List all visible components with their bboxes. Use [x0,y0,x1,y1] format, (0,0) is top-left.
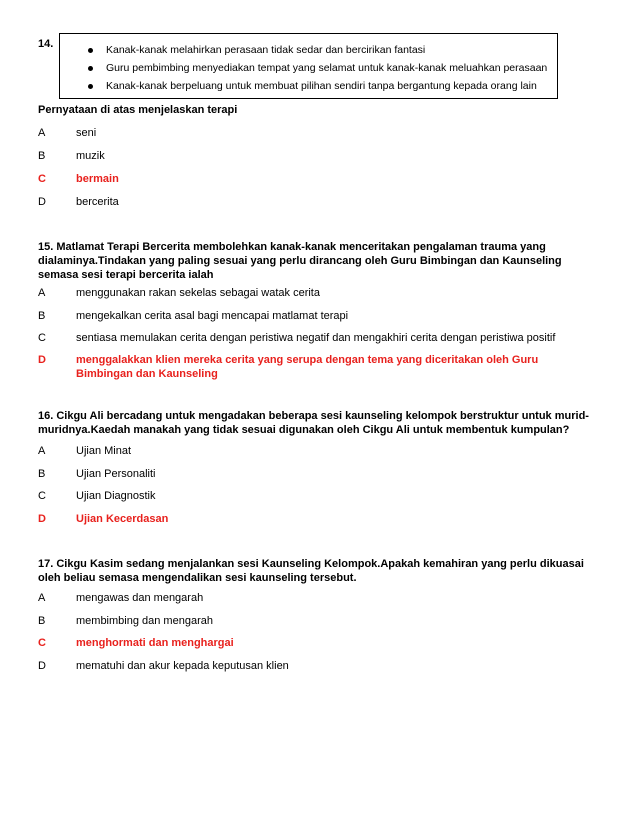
option-letter: D [38,513,46,525]
option-text: menggalakkan klien mereka cerita yang serupa dengan tema yang diceritakan oleh Guru Bimbingan dan Kaunseling [76,354,539,380]
statement-item: Kanak-kanak berpeluang untuk membuat pilihan sendiri tanpa bergantung kepada orang lain [88,77,547,95]
option-text: bermain [76,173,119,185]
bullet-icon [88,84,93,89]
option-text: menggunakan rakan sekelas sebagai watak cerita [76,287,320,299]
option-text: mengekalkan cerita asal bagi mencapai matlamat terapi [76,310,349,322]
option-letter: A [38,287,46,299]
option-letter: C [38,637,46,649]
option-text: sentiasa memulakan cerita dengan peristiwa negatif dan mengakhiri cerita dengan peristiwa positif [76,332,556,344]
bullet-icon [88,48,93,53]
option-text: Ujian Diagnostik [76,490,156,502]
statement-list [88,41,547,95]
option-letter: C [38,490,46,502]
bullet-icon [88,66,93,71]
option-text: mengawas dan mengarah [76,592,204,604]
option-text: membimbing dan mengarah [76,615,213,627]
question-17-stem: 17. Cikgu Kasim sedang menjalankan sesi Kaunseling Kelompok.Apakah kemahiran yang perlu dikuasai oleh beliau semasa mengendalikan sesi kaunseling tersebut. [38,558,584,584]
option-letter: B [38,310,46,322]
option-letter: D [38,196,46,208]
option-text: Ujian Minat [76,445,132,457]
option-text: seni [76,127,97,139]
option-letter: A [38,592,46,604]
option-letter: B [38,468,46,480]
question-14-stem: Pernyataan di atas menjelaskan terapi [38,104,238,116]
option-text: muzik [76,150,105,162]
option-letter: C [38,332,46,344]
option-letter: A [38,445,46,457]
option-text: mematuhi dan akur kepada keputusan klien [76,660,289,672]
option-text: menghormati dan menghargai [76,637,234,649]
option-letter: D [38,660,46,672]
option-letter: B [38,150,46,162]
option-letter: D [38,354,46,366]
option-text: bercerita [76,196,119,208]
question-14-number: 14. [38,38,54,50]
option-text: Ujian Kecerdasan [76,513,169,525]
statement-item: Kanak-kanak melahirkan perasaan tidak sedar dan bercirikan fantasi [88,41,547,59]
question-16-stem: 16. Cikgu Ali bercadang untuk mengadakan beberapa sesi kaunseling kelompok berstruktur untuk murid-muridnya.Kaedah manakah yang tidak sesuai digunakan oleh Cikgu Ali untuk membentuk kumpulan? [38,410,589,436]
option-text: Ujian Personaliti [76,468,156,480]
question-15-stem: 15. Matlamat Terapi Bercerita membolehkan kanak-kanak menceritakan pengalaman trauma yang dialaminya.Tindakan yang paling sesuai yang perlu dirancang oleh Guru Bimbingan dan Kaunseling semasa sesi terapi bercerita ialah [38,241,562,281]
option-letter: A [38,127,46,139]
option-letter: B [38,615,46,627]
question-14-statement-box [59,33,558,99]
option-letter: C [38,173,46,185]
statement-item: Guru pembimbing menyediakan tempat yang selamat untuk kanak-kanak meluahkan perasaan [88,59,547,77]
